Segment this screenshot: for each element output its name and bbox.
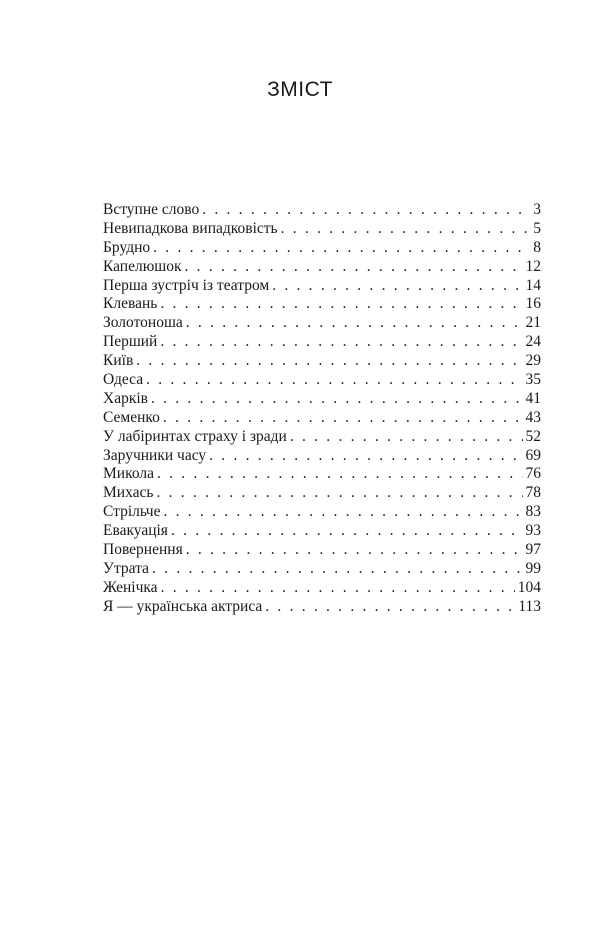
toc-entry-title: Михась: [103, 484, 154, 502]
toc-leader-dots: [171, 522, 523, 541]
toc-entry-title: Клевань: [103, 295, 158, 313]
toc-entry: [103, 503, 541, 522]
toc-entry: [103, 314, 541, 333]
toc-leader-dots: [185, 258, 523, 277]
toc-leader-dots: [272, 277, 522, 296]
toc-leader-dots: [161, 579, 515, 598]
toc-leader-dots: [160, 295, 522, 314]
toc-entry: [103, 428, 541, 447]
toc-entry: [103, 560, 541, 579]
toc-entry: [103, 522, 541, 541]
toc-entry-title: Перший: [103, 333, 158, 351]
toc-entry-title: Невипадкова випадковість: [103, 219, 278, 237]
toc-leader-dots: [290, 428, 523, 447]
toc-entry-title: Брудно: [103, 238, 151, 256]
toc-entry: [103, 484, 541, 503]
toc-entry-title: Харків: [103, 389, 148, 407]
toc-entry-page: 14: [525, 276, 541, 294]
toc-entry-title: Повернення: [103, 541, 183, 559]
toc-leader-dots: [186, 314, 523, 333]
toc-leader-dots: [160, 333, 522, 352]
toc-entry-title: Женічка: [103, 578, 158, 596]
toc-entry-page: 29: [525, 352, 541, 370]
toc-leader-dots: [136, 352, 522, 371]
toc-entry-page: 3: [533, 201, 541, 218]
toc-entry-page: 83: [525, 503, 541, 521]
toc-entry-page: 113: [518, 597, 541, 615]
page-title: ЗМІСТ: [267, 78, 333, 101]
toc-entry: [103, 352, 541, 371]
toc-entry-page: 97: [525, 541, 541, 559]
toc-entry-title: Стрільче: [103, 503, 161, 521]
toc-entry-page: 5: [533, 219, 541, 237]
toc-entry-title: Заручники часу: [103, 446, 207, 464]
toc-entry: [103, 541, 541, 560]
toc-leader-dots: [153, 239, 530, 258]
toc-entry: [103, 390, 541, 409]
toc-leader-dots: [151, 390, 523, 409]
toc-entry-title: Перша зустріч із театром: [103, 276, 270, 294]
toc-entry-title: Микола: [103, 465, 154, 483]
toc-entry: [103, 277, 541, 296]
toc-leader-dots: [281, 220, 531, 239]
toc-entry: [103, 258, 541, 277]
toc-entry-title: Вступне слово: [103, 201, 200, 218]
toc-entry-page: 21: [525, 314, 541, 332]
toc-entry-page: 41: [525, 389, 541, 407]
toc-entry-page: 69: [525, 446, 541, 464]
toc-leader-dots: [156, 484, 522, 503]
toc-leader-dots: [146, 371, 522, 390]
toc-entry-page: 76: [525, 465, 541, 483]
toc-entry: [103, 598, 541, 617]
toc-entry-page: 16: [525, 295, 541, 313]
toc-entry: [103, 465, 541, 484]
toc-entry-title: Евакуація: [103, 522, 168, 540]
toc-leader-dots: [186, 541, 523, 560]
toc-leader-dots: [157, 465, 523, 484]
toc-entry: [103, 579, 541, 598]
toc-leader-dots: [163, 503, 522, 522]
table-of-contents: [103, 201, 541, 617]
toc-entry: [103, 447, 541, 466]
toc-entry: [103, 409, 541, 428]
toc-entry: [103, 371, 541, 390]
toc-entry-title: У лабіринтах страху і зради: [103, 427, 287, 445]
toc-leader-dots: [265, 598, 515, 617]
toc-entry-title: Одеса: [103, 371, 144, 389]
toc-entry-page: 93: [525, 522, 541, 540]
toc-leader-dots: [202, 201, 530, 220]
toc-entry-title: Я — українська актриса: [103, 597, 263, 615]
toc-entry-title: Капелюшок: [103, 257, 182, 275]
toc-entry-page: 104: [517, 578, 541, 596]
toc-entry-page: 35: [525, 371, 541, 389]
toc-entry-title: Семенко: [103, 408, 160, 426]
toc-entry-title: Утрата: [103, 559, 150, 577]
toc-entry-page: 8: [533, 238, 541, 256]
toc-entry-title: Київ: [103, 352, 134, 370]
toc-entry-page: 24: [525, 333, 541, 351]
toc-entry-page: 99: [525, 559, 541, 577]
toc-leader-dots: [209, 447, 522, 466]
toc-entry-page: 78: [525, 484, 541, 502]
toc-entry: [103, 295, 541, 314]
toc-entry-title: Золотоноша: [103, 314, 183, 332]
toc-entry-page: 52: [525, 427, 541, 445]
toc-entry-page: 12: [525, 257, 541, 275]
toc-leader-dots: [152, 560, 522, 579]
toc-entry: [103, 239, 541, 258]
toc-entry: [103, 333, 541, 352]
toc-entry-page: 43: [525, 408, 541, 426]
toc-entry: [103, 201, 541, 220]
toc-leader-dots: [163, 409, 523, 428]
toc-entry: [103, 220, 541, 239]
